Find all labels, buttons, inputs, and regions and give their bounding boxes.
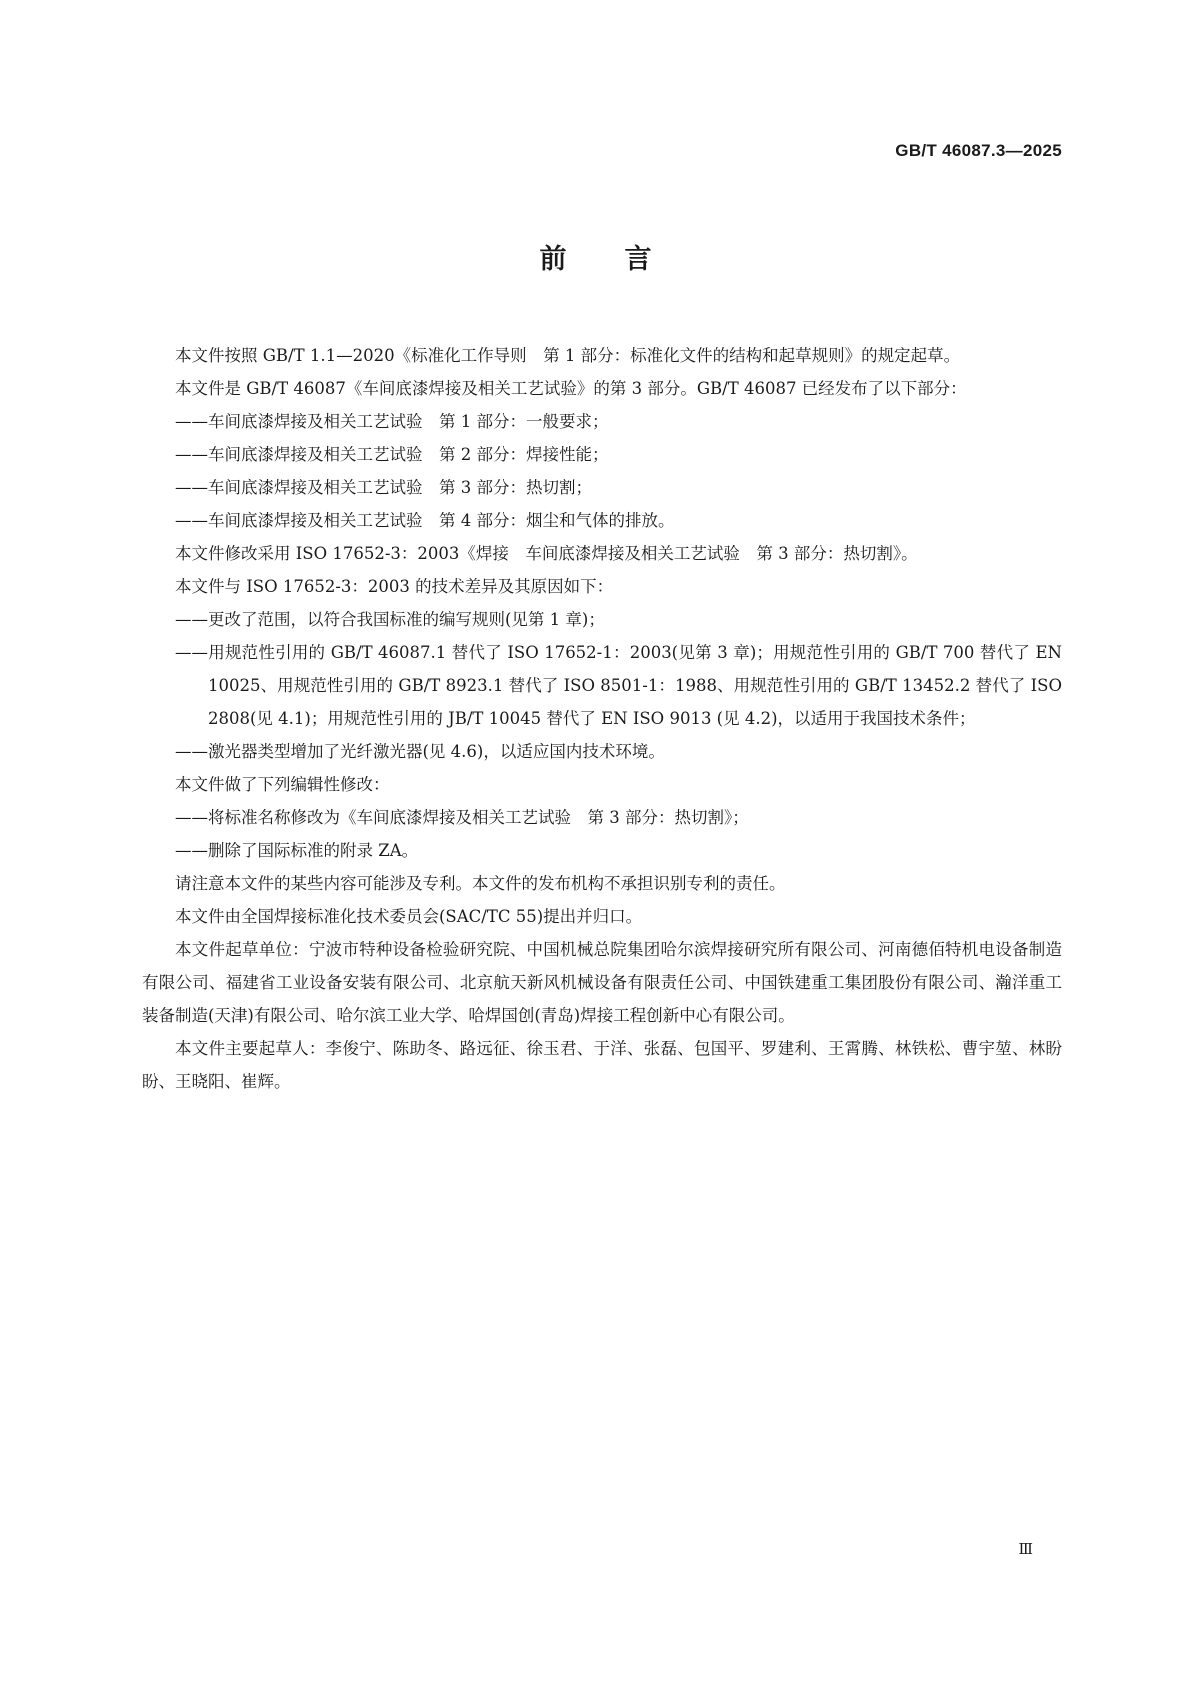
paragraph-patent-notice: 请注意本文件的某些内容可能涉及专利。本文件的发布机构不承担识别专利的责任。 xyxy=(175,874,786,893)
paragraph-drafting-rules: 本文件按照 GB/T 1.1—2020《标准化工作导则 第 1 部分：标准化文件的结构和起草规则》的规定起草。 xyxy=(175,346,961,365)
list-item-diff-1: ——更改了范围，以符合我国标准的编写规则(见第 1 章)； xyxy=(175,610,605,629)
list-item-part-1: ——车间底漆焊接及相关工艺试验 第 1 部分：一般要求； xyxy=(175,412,609,431)
list-item-diff-3: ——激光器类型增加了光纤激光器(见 4.6)，以适应国内技术环境。 xyxy=(175,742,665,761)
paragraph-adoption: 本文件修改采用 ISO 17652-3：2003《焊接 车间底漆焊接及相关工艺试验 第 3 部分：热切割》。 xyxy=(175,544,918,563)
list-item-part-2: ——车间底漆焊接及相关工艺试验 第 2 部分：焊接性能； xyxy=(175,445,609,464)
list-item-part-4: ——车间底漆焊接及相关工艺试验 第 4 部分：烟尘和气体的排放。 xyxy=(175,511,675,530)
standard-code: GB/T 46087.3—2025 xyxy=(895,141,1062,160)
document-body xyxy=(142,339,1062,1098)
page-number: Ⅲ xyxy=(1018,1540,1033,1558)
page-title: 前言 xyxy=(539,244,710,275)
list-item-diff-2: ——用规范性引用的 GB/T 46087.1 替代了 ISO 17652-1：2003(见第 3 章)；用规范性引用的 GB/T 700 替代了 EN 10025、用规范性引用的 GB/T 8923.1 替代了 ISO 8501-1：1988、用规范性引用的 GB/T 13452.2 替代了 ISO 2808(见 4.1)；用规范性引用的 JB/T 10045 替代了 EN ISO 9013 (见 4.2)，以适用于我国技术条件； xyxy=(175,643,1062,728)
paragraph-drafting-units: 本文件起草单位：宁波市特种设备检验研究院、中国机械总院集团哈尔滨焊接研究所有限公司、河南德佰特机电设备制造有限公司、福建省工业设备安装有限公司、北京航天新风机械设备有限责任公司、中国铁建重工集团股份有限公司、瀚洋重工装备制造(天津)有限公司、哈尔滨工业大学、哈焊国创(青岛)焊接工程创新中心有限公司。 xyxy=(142,940,1062,1025)
paragraph-series-intro: 本文件是 GB/T 46087《车间底漆焊接及相关工艺试验》的第 3 部分。GB/T 46087 已经发布了以下部分： xyxy=(175,379,967,398)
list-item-part-3: ——车间底漆焊接及相关工艺试验 第 3 部分：热切割； xyxy=(175,478,592,497)
list-item-edit-1: ——将标准名称修改为《车间底漆焊接及相关工艺试验 第 3 部分：热切割》； xyxy=(175,808,749,827)
list-item-edit-2: ——删除了国际标准的附录 ZA。 xyxy=(175,841,419,860)
paragraph-drafters: 本文件主要起草人：李俊宁、陈助冬、路远征、徐玉君、于洋、张磊、包国平、罗建利、王霄腾、林铁松、曹宇堃、林盼盼、王晓阳、崔辉。 xyxy=(142,1039,1062,1091)
paragraph-editorial-intro: 本文件做了下列编辑性修改： xyxy=(175,775,390,794)
paragraph-differences-intro: 本文件与 ISO 17652-3：2003 的技术差异及其原因如下： xyxy=(175,577,614,596)
paragraph-proposer: 本文件由全国焊接标准化技术委员会(SAC/TC 55)提出并归口。 xyxy=(175,907,643,926)
